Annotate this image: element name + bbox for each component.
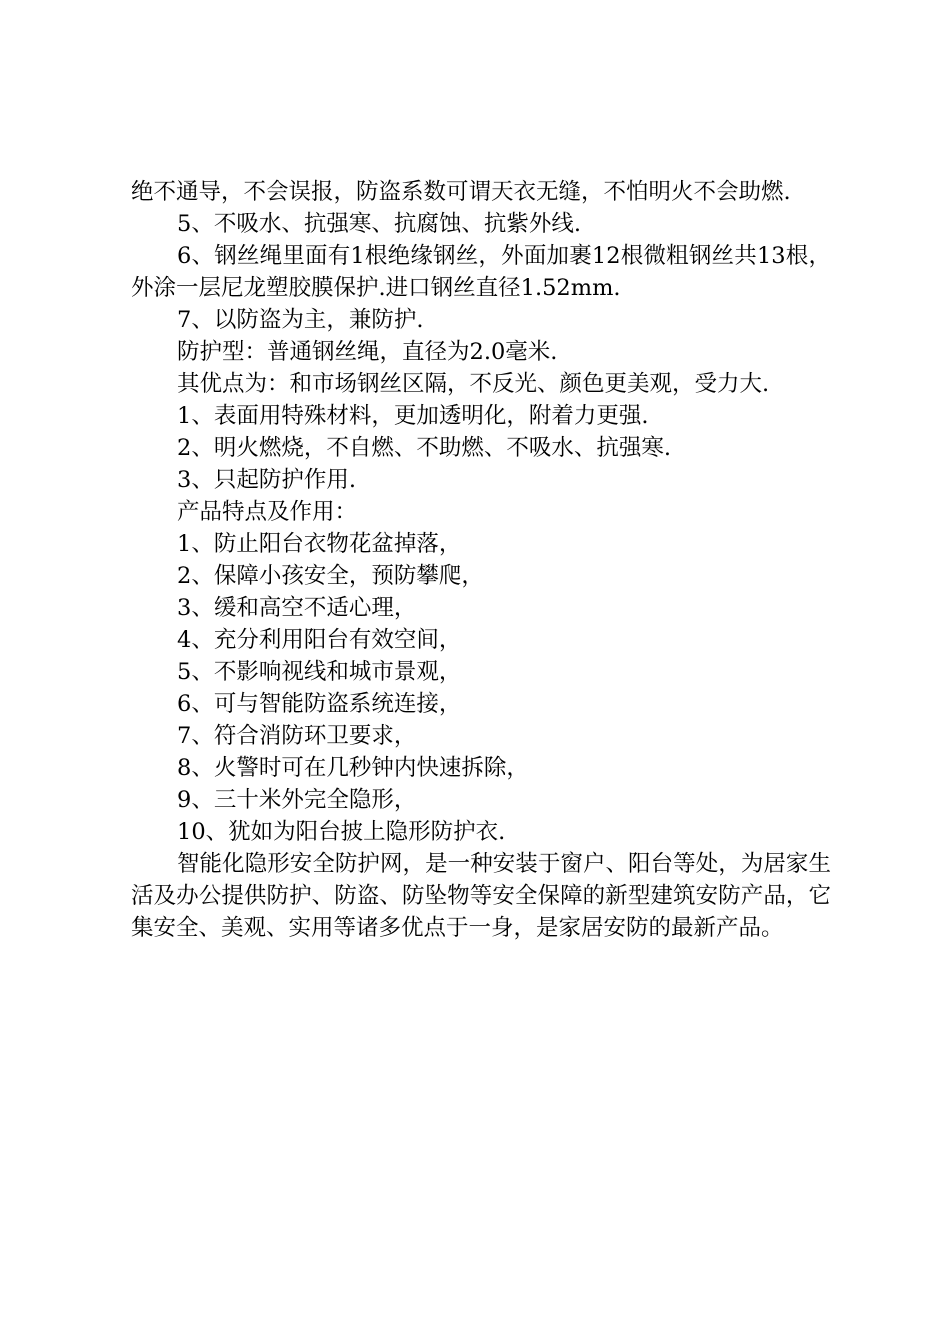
paragraph-feature-9: 9、三十米外完全隐形， — [177, 787, 417, 813]
paragraph-feature-4: 4、充分利用阳台有效空间， — [177, 627, 462, 653]
paragraph-advantages: 其优点为：和市场钢丝区隔，不反光、颜色更美观，受力大. — [177, 371, 770, 397]
paragraph-features-heading: 产品特点及作用： — [177, 499, 358, 525]
paragraph-item-5: 5、不吸水、抗强寒、抗腐蚀、抗紫外线. — [177, 211, 581, 237]
paragraph-feature-2: 2、保障小孩安全，预防攀爬， — [177, 563, 484, 589]
paragraph-feature-5: 5、不影响视线和城市景观， — [177, 659, 462, 685]
paragraph-item-6: 6、钢丝绳里面有1根绝缘钢丝，外面加裹12根微粗钢丝共13根，外涂一层尼龙塑胶膜保护.进口钢丝直径1.52mm. — [131, 243, 831, 301]
document-body — [131, 176, 831, 944]
paragraph-feature-10: 10、犹如为阳台披上隐形防护衣. — [177, 819, 506, 845]
paragraph-item-7: 7、以防盗为主，兼防护. — [177, 307, 424, 333]
paragraph-advantage-2: 2、明火燃烧，不自燃、不助燃、不吸水、抗强寒. — [177, 435, 671, 461]
paragraph-feature-3: 3、缓和高空不适心理， — [177, 595, 417, 621]
paragraph-advantage-1: 1、表面用特殊材料，更加透明化，附着力更强. — [177, 403, 649, 429]
paragraph-feature-7: 7、符合消防环卫要求， — [177, 723, 417, 749]
paragraph-continuation: 绝不通导，不会误报，防盗系数可谓天衣无缝，不怕明火不会助燃. — [131, 179, 791, 205]
paragraph-feature-1: 1、防止阳台衣物花盆掉落， — [177, 531, 462, 557]
paragraph-feature-6: 6、可与智能防盗系统连接， — [177, 691, 462, 717]
paragraph-advantage-3: 3、只起防护作用. — [177, 467, 356, 493]
paragraph-feature-8: 8、火警时可在几秒钟内快速拆除， — [177, 755, 529, 781]
paragraph-protective-type: 防护型：普通钢丝绳，直径为2.0毫米. — [177, 339, 558, 365]
paragraph-summary: 智能化隐形安全防护网，是一种安装于窗户、阳台等处，为居家生活及办公提供防护、防盗、防坠物等安全保障的新型建筑安防产品，它集安全、美观、实用等诸多优点于一身，是家居安防的最新产品。 — [131, 851, 831, 941]
